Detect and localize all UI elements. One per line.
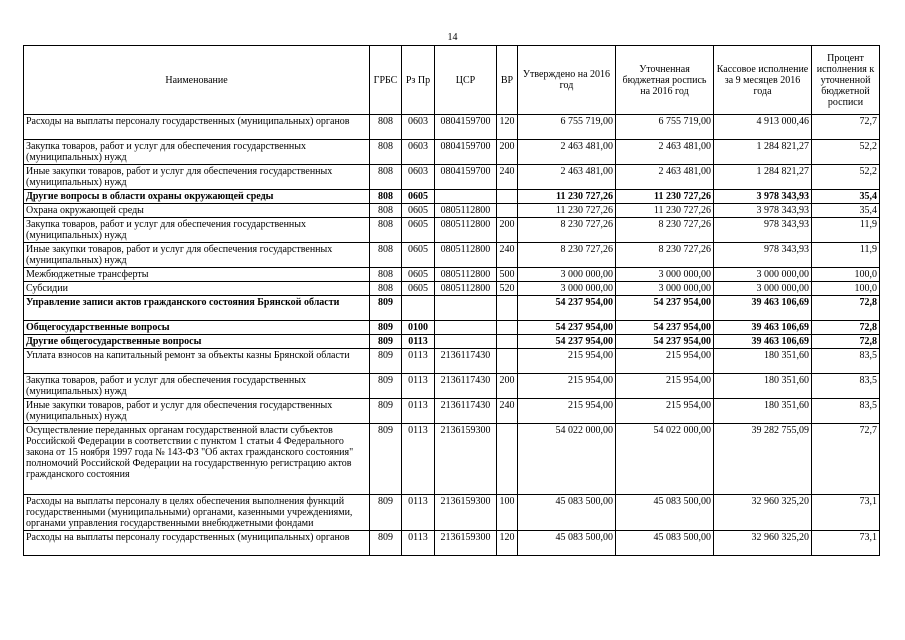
row-name-cell: Охрана окружающей среды — [24, 204, 370, 218]
row-percent-cell: 52,2 — [812, 165, 880, 190]
row-csr-cell: 2136159300 — [435, 495, 497, 531]
row-name-cell: Другие вопросы в области охраны окружающей среды — [24, 190, 370, 204]
row-refined-cell: 54 237 954,00 — [616, 296, 714, 321]
row-approved-cell: 11 230 727,26 — [518, 204, 616, 218]
table-row — [24, 531, 880, 556]
row-rzpr-cell: 0113 — [402, 335, 435, 349]
row-vr-cell: 120 — [497, 115, 518, 140]
row-approved-cell: 2 463 481,00 — [518, 140, 616, 165]
row-csr-cell: 0805112800 — [435, 243, 497, 268]
row-rzpr-cell: 0603 — [402, 140, 435, 165]
row-vr-cell: 240 — [497, 243, 518, 268]
row-vr-cell: 120 — [497, 531, 518, 556]
row-grbs-cell: 808 — [370, 282, 402, 296]
table-row — [24, 165, 880, 190]
row-cash-cell: 39 463 106,69 — [714, 321, 812, 335]
header-grbs: ГРБС — [370, 46, 402, 115]
row-cash-cell: 32 960 325,20 — [714, 495, 812, 531]
table-row — [24, 424, 880, 495]
table-row — [24, 282, 880, 296]
row-percent-cell: 72,8 — [812, 335, 880, 349]
table-row — [24, 204, 880, 218]
row-approved-cell: 3 000 000,00 — [518, 282, 616, 296]
row-vr-cell: 100 — [497, 495, 518, 531]
row-vr-cell — [497, 321, 518, 335]
row-cash-cell: 1 284 821,27 — [714, 140, 812, 165]
table-row — [24, 399, 880, 424]
row-cash-cell: 180 351,60 — [714, 399, 812, 424]
row-refined-cell: 54 022 000,00 — [616, 424, 714, 495]
row-refined-cell: 45 083 500,00 — [616, 531, 714, 556]
row-percent-cell: 83,5 — [812, 374, 880, 399]
row-refined-cell: 3 000 000,00 — [616, 282, 714, 296]
row-percent-cell: 100,0 — [812, 268, 880, 282]
table-row — [24, 115, 880, 140]
row-vr-cell: 240 — [497, 399, 518, 424]
row-rzpr-cell: 0605 — [402, 204, 435, 218]
row-percent-cell: 52,2 — [812, 140, 880, 165]
row-approved-cell: 11 230 727,26 — [518, 190, 616, 204]
row-rzpr-cell: 0113 — [402, 399, 435, 424]
row-rzpr-cell: 0603 — [402, 115, 435, 140]
row-csr-cell — [435, 321, 497, 335]
row-refined-cell: 215 954,00 — [616, 349, 714, 374]
table-row — [24, 296, 880, 321]
row-rzpr-cell: 0605 — [402, 190, 435, 204]
row-vr-cell — [497, 335, 518, 349]
row-name-cell: Уплата взносов на капитальный ремонт за объекты казны Брянской области — [24, 349, 370, 374]
table-row — [24, 218, 880, 243]
row-cash-cell: 3 978 343,93 — [714, 190, 812, 204]
row-cash-cell: 39 463 106,69 — [714, 296, 812, 321]
row-vr-cell: 200 — [497, 374, 518, 399]
row-percent-cell: 100,0 — [812, 282, 880, 296]
row-name-cell: Межбюджетные трансферты — [24, 268, 370, 282]
row-approved-cell: 6 755 719,00 — [518, 115, 616, 140]
row-refined-cell: 11 230 727,26 — [616, 204, 714, 218]
row-refined-cell: 3 000 000,00 — [616, 268, 714, 282]
row-rzpr-cell: 0605 — [402, 282, 435, 296]
row-percent-cell: 11,9 — [812, 243, 880, 268]
row-refined-cell: 45 083 500,00 — [616, 495, 714, 531]
row-cash-cell: 3 000 000,00 — [714, 268, 812, 282]
row-name-cell: Общегосударственные вопросы — [24, 321, 370, 335]
row-grbs-cell: 809 — [370, 531, 402, 556]
row-percent-cell: 83,5 — [812, 349, 880, 374]
table-row — [24, 374, 880, 399]
row-rzpr-cell: 0605 — [402, 218, 435, 243]
row-cash-cell: 3 000 000,00 — [714, 282, 812, 296]
row-percent-cell: 73,1 — [812, 495, 880, 531]
row-csr-cell: 0805112800 — [435, 282, 497, 296]
row-refined-cell: 54 237 954,00 — [616, 335, 714, 349]
row-percent-cell: 72,8 — [812, 296, 880, 321]
row-cash-cell: 1 284 821,27 — [714, 165, 812, 190]
row-rzpr-cell: 0113 — [402, 349, 435, 374]
row-name-cell: Расходы на выплаты персоналу государственных (муниципальных) органов — [24, 115, 370, 140]
table-row — [24, 349, 880, 374]
row-grbs-cell: 808 — [370, 268, 402, 282]
row-vr-cell — [497, 204, 518, 218]
row-rzpr-cell: 0113 — [402, 374, 435, 399]
header-cash: Кассовое исполнение за 9 месяцев 2016 года — [714, 46, 812, 115]
table-header — [24, 46, 880, 115]
table-row — [24, 268, 880, 282]
row-percent-cell: 83,5 — [812, 399, 880, 424]
row-grbs-cell: 808 — [370, 218, 402, 243]
row-csr-cell: 2136159300 — [435, 531, 497, 556]
row-vr-cell: 200 — [497, 140, 518, 165]
row-percent-cell: 35,4 — [812, 190, 880, 204]
row-csr-cell: 0804159700 — [435, 165, 497, 190]
row-refined-cell: 11 230 727,26 — [616, 190, 714, 204]
row-percent-cell: 35,4 — [812, 204, 880, 218]
row-refined-cell: 215 954,00 — [616, 399, 714, 424]
row-cash-cell: 39 463 106,69 — [714, 335, 812, 349]
row-csr-cell: 0805112800 — [435, 268, 497, 282]
header-approved: Утверждено на 2016 год — [518, 46, 616, 115]
row-vr-cell — [497, 424, 518, 495]
row-csr-cell — [435, 296, 497, 321]
row-rzpr-cell: 0113 — [402, 531, 435, 556]
header-percent: Процент исполнения к уточненной бюджетной росписи — [812, 46, 880, 115]
table-row — [24, 190, 880, 204]
row-cash-cell: 3 978 343,93 — [714, 204, 812, 218]
table-row — [24, 140, 880, 165]
row-csr-cell: 2136159300 — [435, 424, 497, 495]
row-percent-cell: 11,9 — [812, 218, 880, 243]
row-percent-cell: 72,8 — [812, 321, 880, 335]
row-approved-cell: 8 230 727,26 — [518, 218, 616, 243]
row-approved-cell: 45 083 500,00 — [518, 531, 616, 556]
row-csr-cell: 0805112800 — [435, 204, 497, 218]
row-approved-cell: 3 000 000,00 — [518, 268, 616, 282]
row-vr-cell — [497, 296, 518, 321]
row-refined-cell: 8 230 727,26 — [616, 243, 714, 268]
row-grbs-cell: 808 — [370, 204, 402, 218]
row-cash-cell: 32 960 325,20 — [714, 531, 812, 556]
row-grbs-cell: 808 — [370, 165, 402, 190]
row-rzpr-cell: 0605 — [402, 243, 435, 268]
row-cash-cell: 180 351,60 — [714, 349, 812, 374]
row-name-cell: Осуществление переданных органам государственной власти субъектов Российской Федерации в соответствии с пунктом 1 статьи 4 Федерального закона от 15 ноября 1997 года № 143-ФЗ "Об актах гражданского состояния" полномочий Российской Федерации на государственную регистрацию актов гражданского состояния — [24, 424, 370, 495]
row-approved-cell: 215 954,00 — [518, 399, 616, 424]
row-percent-cell: 72,7 — [812, 115, 880, 140]
row-refined-cell: 6 755 719,00 — [616, 115, 714, 140]
row-refined-cell: 2 463 481,00 — [616, 165, 714, 190]
row-name-cell: Закупка товаров, работ и услуг для обеспечения государственных (муниципальных) нужд — [24, 218, 370, 243]
row-approved-cell: 8 230 727,26 — [518, 243, 616, 268]
row-vr-cell: 200 — [497, 218, 518, 243]
row-rzpr-cell: 0605 — [402, 268, 435, 282]
row-name-cell: Другие общегосударственные вопросы — [24, 335, 370, 349]
row-percent-cell: 72,7 — [812, 424, 880, 495]
row-csr-cell: 0804159700 — [435, 140, 497, 165]
row-rzpr-cell: 0113 — [402, 495, 435, 531]
row-rzpr-cell: 0100 — [402, 321, 435, 335]
table-row — [24, 335, 880, 349]
row-csr-cell: 0804159700 — [435, 115, 497, 140]
row-name-cell: Иные закупки товаров, работ и услуг для обеспечения государственных (муниципальных) нужд — [24, 243, 370, 268]
header-rzpr: Рз Пр — [402, 46, 435, 115]
header-vr: ВР — [497, 46, 518, 115]
row-name-cell: Управление записи актов гражданского состояния Брянской области — [24, 296, 370, 321]
header-refined: Уточненная бюджетная роспись на 2016 год — [616, 46, 714, 115]
row-grbs-cell: 809 — [370, 321, 402, 335]
row-approved-cell: 215 954,00 — [518, 349, 616, 374]
row-name-cell: Закупка товаров, работ и услуг для обеспечения государственных (муниципальных) нужд — [24, 374, 370, 399]
row-grbs-cell: 808 — [370, 190, 402, 204]
row-refined-cell: 8 230 727,26 — [616, 218, 714, 243]
table-body — [24, 115, 880, 556]
row-csr-cell — [435, 335, 497, 349]
row-grbs-cell: 809 — [370, 349, 402, 374]
page-number: 14 — [447, 32, 458, 43]
row-grbs-cell: 809 — [370, 399, 402, 424]
row-vr-cell — [497, 349, 518, 374]
row-csr-cell: 2136117430 — [435, 349, 497, 374]
row-grbs-cell: 809 — [370, 374, 402, 399]
row-cash-cell: 39 282 755,09 — [714, 424, 812, 495]
header-csr: ЦСР — [435, 46, 497, 115]
row-refined-cell: 215 954,00 — [616, 374, 714, 399]
row-percent-cell: 73,1 — [812, 531, 880, 556]
row-cash-cell: 978 343,93 — [714, 218, 812, 243]
row-name-cell: Иные закупки товаров, работ и услуг для обеспечения государственных (муниципальных) нужд — [24, 399, 370, 424]
row-approved-cell: 54 237 954,00 — [518, 335, 616, 349]
row-rzpr-cell: 0603 — [402, 165, 435, 190]
row-refined-cell: 2 463 481,00 — [616, 140, 714, 165]
row-grbs-cell: 808 — [370, 115, 402, 140]
row-name-cell: Субсидии — [24, 282, 370, 296]
row-cash-cell: 180 351,60 — [714, 374, 812, 399]
table-row — [24, 243, 880, 268]
row-vr-cell: 240 — [497, 165, 518, 190]
row-name-cell: Расходы на выплаты персоналу в целях обеспечения выполнения функций государственными (муниципальными) органами, казенными учреждениями, органами управления государственными внебюджетными фондами — [24, 495, 370, 531]
row-refined-cell: 54 237 954,00 — [616, 321, 714, 335]
row-cash-cell: 978 343,93 — [714, 243, 812, 268]
table-row — [24, 321, 880, 335]
row-vr-cell: 500 — [497, 268, 518, 282]
row-csr-cell: 2136117430 — [435, 399, 497, 424]
row-rzpr-cell: 0113 — [402, 424, 435, 495]
row-csr-cell — [435, 190, 497, 204]
row-approved-cell: 2 463 481,00 — [518, 165, 616, 190]
row-name-cell: Иные закупки товаров, работ и услуг для обеспечения государственных (муниципальных) нужд — [24, 165, 370, 190]
row-grbs-cell: 809 — [370, 424, 402, 495]
header-name: Наименование — [24, 46, 370, 115]
budget-table — [23, 45, 880, 556]
row-grbs-cell: 809 — [370, 495, 402, 531]
row-grbs-cell: 809 — [370, 296, 402, 321]
row-grbs-cell: 808 — [370, 140, 402, 165]
row-approved-cell: 215 954,00 — [518, 374, 616, 399]
row-name-cell: Закупка товаров, работ и услуг для обеспечения государственных (муниципальных) нужд — [24, 140, 370, 165]
row-approved-cell: 54 022 000,00 — [518, 424, 616, 495]
row-csr-cell: 0805112800 — [435, 218, 497, 243]
row-name-cell: Расходы на выплаты персоналу государственных (муниципальных) органов — [24, 531, 370, 556]
row-grbs-cell: 809 — [370, 335, 402, 349]
row-cash-cell: 4 913 000,46 — [714, 115, 812, 140]
table-row — [24, 495, 880, 531]
row-approved-cell: 54 237 954,00 — [518, 321, 616, 335]
row-vr-cell — [497, 190, 518, 204]
row-rzpr-cell — [402, 296, 435, 321]
row-vr-cell: 520 — [497, 282, 518, 296]
row-approved-cell: 54 237 954,00 — [518, 296, 616, 321]
row-csr-cell: 2136117430 — [435, 374, 497, 399]
row-approved-cell: 45 083 500,00 — [518, 495, 616, 531]
row-grbs-cell: 808 — [370, 243, 402, 268]
